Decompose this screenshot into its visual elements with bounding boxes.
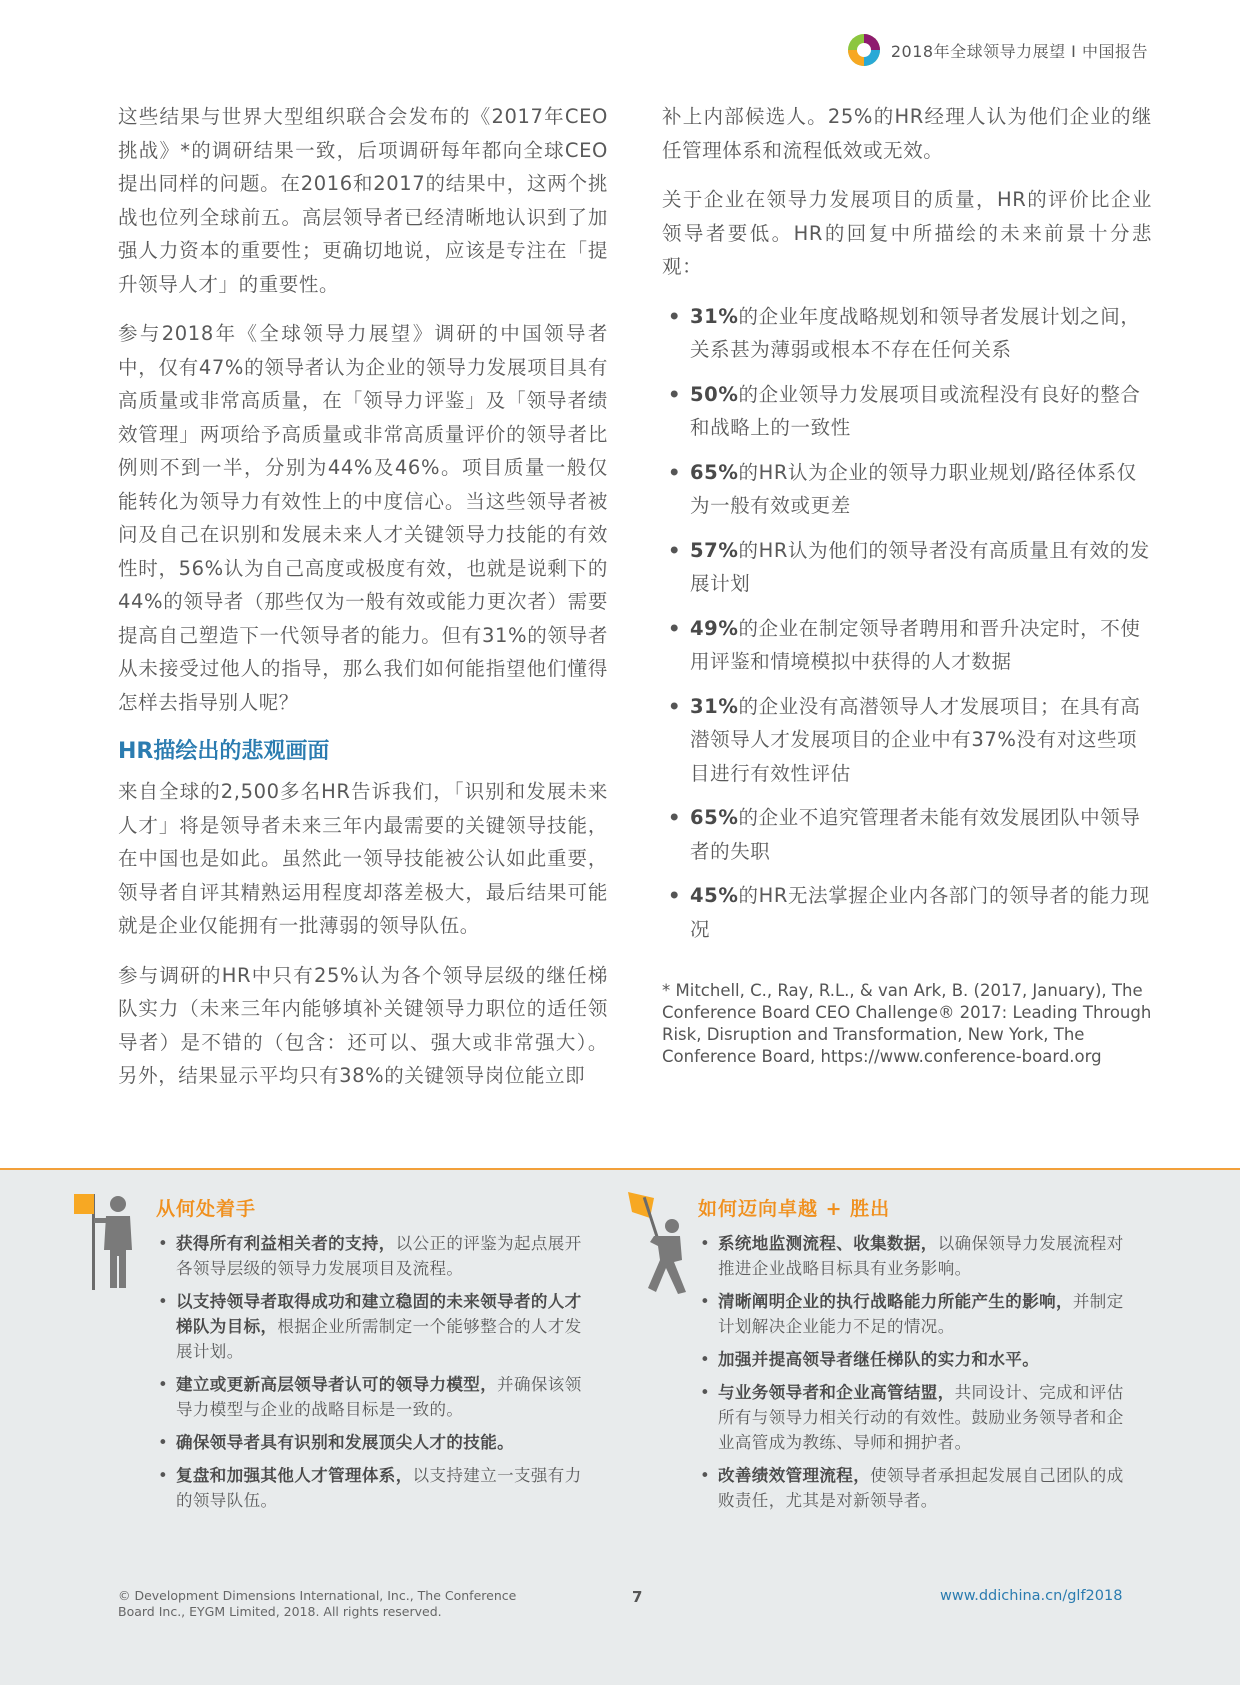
stat-value: 57% [690,538,739,562]
paragraph: 参与调研的HR中只有25%认为各个领导层级的继任梯队实力（未来三年内能够填补关键领导力职位的适任领导者）是不错的（包含：还可以、强大或非常强大）。另外，结果显示平均只有38%的关键领导岗位能立即 [118,963,608,1087]
ddi-logo-icon [847,33,881,67]
stat-value: 65% [690,806,739,829]
tip-text: 以确保领导力发展流程对推进企业战略目标具有业务影响。 [718,1234,1124,1278]
list-item [698,1463,1128,1513]
list-item [698,1289,1128,1339]
paragraph: 补上内部候选人。25%的HR经理人认为他们企业的继任管理体系和流程低效或无效。 [662,105,1152,162]
report-title: 2018年全球领导力展望 I 中国报告 [890,41,1148,61]
tip-list [156,1231,586,1513]
list-item [662,456,1152,523]
page-number: 7 [632,1588,643,1606]
list-item [156,1372,586,1422]
list-item [156,1430,586,1455]
running-flag-person-icon [626,1188,698,1300]
stat-value: 65% [690,460,739,484]
section-title: 从何处着手 [156,1198,257,1220]
stat-text: 的HR无法掌握企业内各部门的领导者的能力现况 [690,884,1150,941]
paragraph: 关于企业在领导力发展项目的质量，HR的评价比企业领导者要低。HR的回复中所描绘的未来前景十分悲观： [662,188,1152,278]
tip-text: 共同设计、完成和评估所有与领导力相关行动的有效性。鼓励业务领导者和企业高管成为教练、导师和拥护者。 [718,1383,1124,1452]
path-to-excellence-section [698,1194,1128,1521]
tip-bold: 加强并提高领导者继任梯队的实力和水平。 [718,1350,1040,1369]
tip-bold: 以支持领导者取得成功和建立稳固的未来领导者的人才梯队为目标， [176,1292,582,1336]
tip-bold: 建立或更新高层领导者认可的领导力模型， [176,1375,498,1394]
tip-text: 并确保该领导力模型与企业的战略目标是一致的。 [176,1375,582,1419]
stat-text: 的企业领导力发展项目或流程没有良好的整合和战略上的一致性 [690,382,1141,439]
left-column [118,100,608,1109]
where-to-start-section [156,1194,586,1521]
tip-bold: 系统地监测流程、收集数据， [718,1234,938,1253]
tip-text: 以支持建立一支强有力的领导队伍。 [176,1466,582,1510]
stat-text: 的HR认为企业的领导力职业规划/路径体系仅为一般有效或更差 [690,460,1137,517]
website-link[interactable]: www.ddichina.cn/glf2018 [940,1588,1123,1604]
stat-value: 49% [690,616,739,640]
list-item [156,1463,586,1513]
list-item [662,801,1152,868]
page-header [847,32,1148,68]
tip-bold: 获得所有利益相关者的支持， [176,1234,396,1253]
footnote: * Mitchell, C., Ray, R.L., & van Ark, B. (2017, January), The Conference Board CEO Challenge® 2017: Leading Through Risk, Disruption and Transformation, New York, The Conference Board, https://www.conference-board.org [662,981,1152,1066]
list-item [698,1380,1128,1455]
stat-text: 的企业不追究管理者未能有效发展团队中领导者的失职 [690,806,1141,863]
right-column [662,100,1152,1068]
tip-text: 根据企业所需制定一个能够整合的人才发展计划。 [176,1317,582,1361]
standing-flag-person-icon [72,1188,144,1292]
stat-value: 31% [690,694,739,718]
tip-text: 并制定计划解决企业能力不足的情况。 [718,1292,1124,1336]
section-title: 如何迈向卓越 + 胜出 [698,1198,891,1220]
paragraph: 参与2018年《全球领导力展望》调研的中国领导者中，仅有47%的领导者认为企业的领导力发展项目具有高质量或非常高质量，在「领导力评鉴」及「领导者绩效管理」两项给予高质量或非常高质量评价的领导者比例则不到一半，分别为44%及46%。项目质量一般仅能转化为领导力有效性上的中度信心。当这些领导者被问及自己在识别和发展未来人才关键领导力技能的有效性时，56%认为自己高度或极度有效，也就是说剩下的44%的领导者（那些仅为一般有效或能力更次者）需要提高自己塑造下一代领导者的能力。但有31%的领导者从未接受过他人的指导，那么我们如何能指望他们懂得怎样去指导别人呢？ [118,322,608,714]
tip-bold: 清晰阐明企业的执行战略能力所能产生的影响， [718,1292,1073,1311]
tip-text: 使领导者承担起发展自己团队的成败责任，尤其是对新领导者。 [718,1466,1124,1510]
stat-text: 的HR认为他们的领导者没有高质量且有效的发展计划 [690,538,1150,595]
paragraph: 这些结果与世界大型组织联合会发布的《2017年CEO挑战》*的调研结果一致，后项调研每年都向全球CEO提出同样的问题。在2016和2017的结果中，这两个挑战也位列全球前五。高层领导者已经清晰地认识到了加强人力资本的重要性；更确切地说，应该是专注在「提升领导人才」的重要性。 [118,105,608,296]
list-item [662,534,1152,601]
list-item [156,1289,586,1364]
stat-list [662,300,1152,947]
paragraph: 来自全球的2,500多名HR告诉我们，「识别和发展未来人才」将是领导者未来三年内最需要的关键领导技能，在中国也是如此。虽然此一领导技能被公认如此重要，领导者自评其精熟运用程度却落差极大，最后结果可能就是企业仅能拥有一批薄弱的领导队伍。 [118,780,608,937]
list-item [662,879,1152,946]
stat-text: 的企业年度战略规划和领导者发展计划之间，关系甚为薄弱或根本不存在任何关系 [690,304,1141,361]
stat-value: 31% [690,304,739,328]
copyright-notice: © Development Dimensions International, Inc., The Conference Board Inc., EYGM Limited, 2018. All rights reserved. [118,1588,517,1619]
list-item [698,1231,1128,1281]
list-item [698,1347,1128,1372]
stat-value: 45% [690,884,739,907]
tip-bold: 复盘和加强其他人才管理体系， [176,1466,413,1485]
section-heading: HR描绘出的悲观画面 [118,739,330,764]
tip-bold: 改善绩效管理流程， [718,1466,871,1485]
list-item [662,378,1152,445]
tip-bold: 与业务领导者和企业高管结盟， [718,1383,955,1402]
list-item [156,1231,586,1281]
stat-text: 的企业没有高潜领导人才发展项目；在具有高潜领导人才发展项目的企业中有37%没有对这些项目进行有效性评估 [690,694,1141,785]
list-item [662,690,1152,791]
list-item [662,612,1152,679]
stat-text: 的企业在制定领导者聘用和晋升决定时，不使用评鉴和情境模拟中获得的人才数据 [690,616,1141,673]
stat-value: 50% [690,382,739,406]
tip-list [698,1231,1128,1513]
tip-text: 以公正的评鉴为起点展开各领导层级的领导力发展项目及流程。 [176,1234,582,1278]
list-item [662,300,1152,367]
tip-bold: 确保领导者具有识别和发展顶尖人才的技能。 [176,1433,514,1452]
